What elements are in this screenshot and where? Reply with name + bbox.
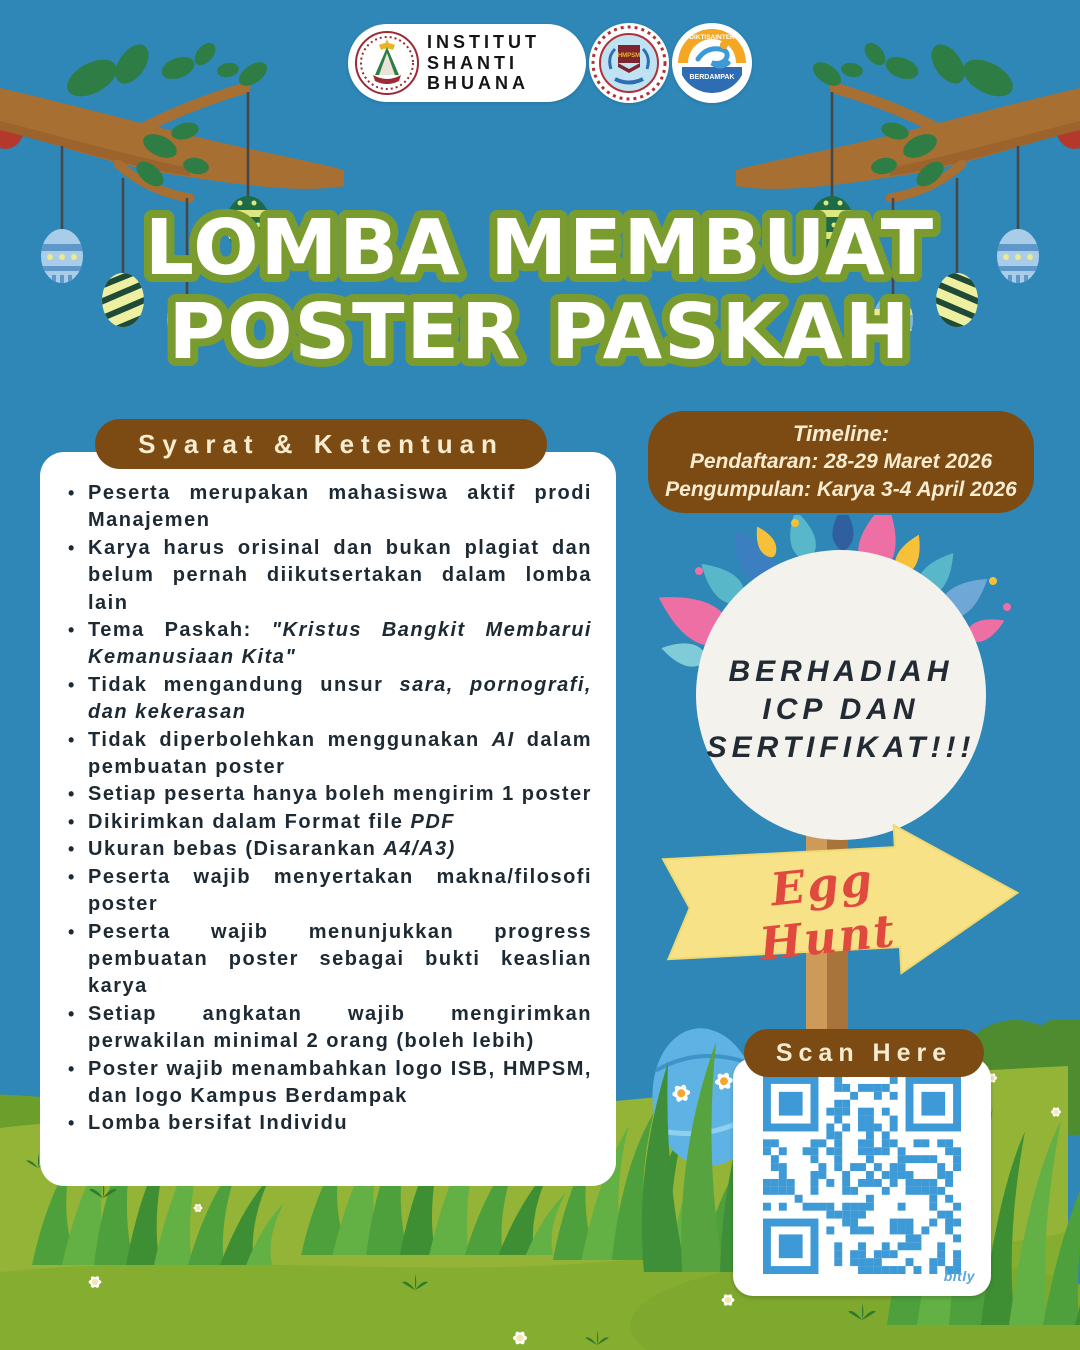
qr-brand-label: bitly [943,1268,975,1284]
scan-here-label: Scan Here [775,1038,953,1067]
list-item: • Tidak mengandung unsur sara, pornografi, dan kekerasan [66,672,592,727]
list-item: • Setiap angkatan wajib mengirimkan perwakilan minimal 2 orang (boleh lebih) [66,1001,592,1056]
scan-here-pill [744,1029,984,1077]
svg-text:BERDAMPAK: BERDAMPAK [689,74,735,81]
list-item: • Lomba bersifat Individu [66,1110,592,1137]
requirements-list [66,480,592,1138]
list-item: • Karya harus orisinal dan bukan plagiat dan belum pernah diikutsertakan dalam lomba lain [66,535,592,617]
institute-logo-banner [348,24,586,102]
list-item: • Tidak diperbolehkan menggunakan AI dalam pembuatan poster [66,727,592,782]
prize-line2: ICP DAN [762,693,920,726]
requirements-heading [95,419,547,469]
requirements-heading-label: Syarat & Ketentuan [138,428,504,459]
hmpsm-logo [589,23,669,103]
svg-text:HMPSM: HMPSM [617,53,641,59]
list-item: • Setiap peserta hanya boleh mengirim 1 poster [66,781,592,808]
requirements-card [40,452,616,1186]
institute-name: INSTITUT SHANTI BHUANA [427,32,540,94]
list-item: • Dikirimkan dalam Format file PDF [66,809,592,836]
qr-code [763,1076,961,1274]
list-item: • Peserta merupakan mahasiswa aktif prodi Manajemen [66,480,592,535]
prize-sign [696,550,986,840]
prize-line3: SERTIFIKAT!!! [706,731,976,764]
poster-title [0,206,1080,382]
list-item: • Tema Paskah: "Kristus Bangkit Membarui Kemanusiaan Kita" [66,617,592,672]
timeline-heading: Timeline: [792,421,890,446]
timeline-box [648,411,1034,513]
timeline-submission: Pengumpulan: Karya 3-4 April 2026 [665,478,1017,501]
isb-logo [355,31,419,95]
list-item: • Peserta wajib menunjukkan progress pembuatan poster sebagai bukti keaslian karya [66,919,592,1001]
prize-line1: BERHADIAH [728,655,954,688]
qr-card [733,1058,991,1296]
svg-text:LOMBA MEMBUAT: LOMBA MEMBUAT [144,206,936,293]
egg-hunt-label: Egg Hunt [756,852,899,971]
list-item: • Peserta wajib menyertakan makna/filosofi poster [66,864,592,919]
svg-text:POSTER PASKAH: POSTER PASKAH [168,288,912,377]
svg-text:DIKTISAINTEK: DIKTISAINTEK [689,34,735,41]
list-item: • Ukuran bebas (Disarankan A4/A3) [66,836,592,863]
list-item: • Poster wajib menambahkan logo ISB, HMPSM, dan logo Kampus Berdampak [66,1056,592,1111]
timeline-registration: Pendaftaran: 28-29 Maret 2026 [689,450,993,473]
berdampak-logo [672,23,752,103]
